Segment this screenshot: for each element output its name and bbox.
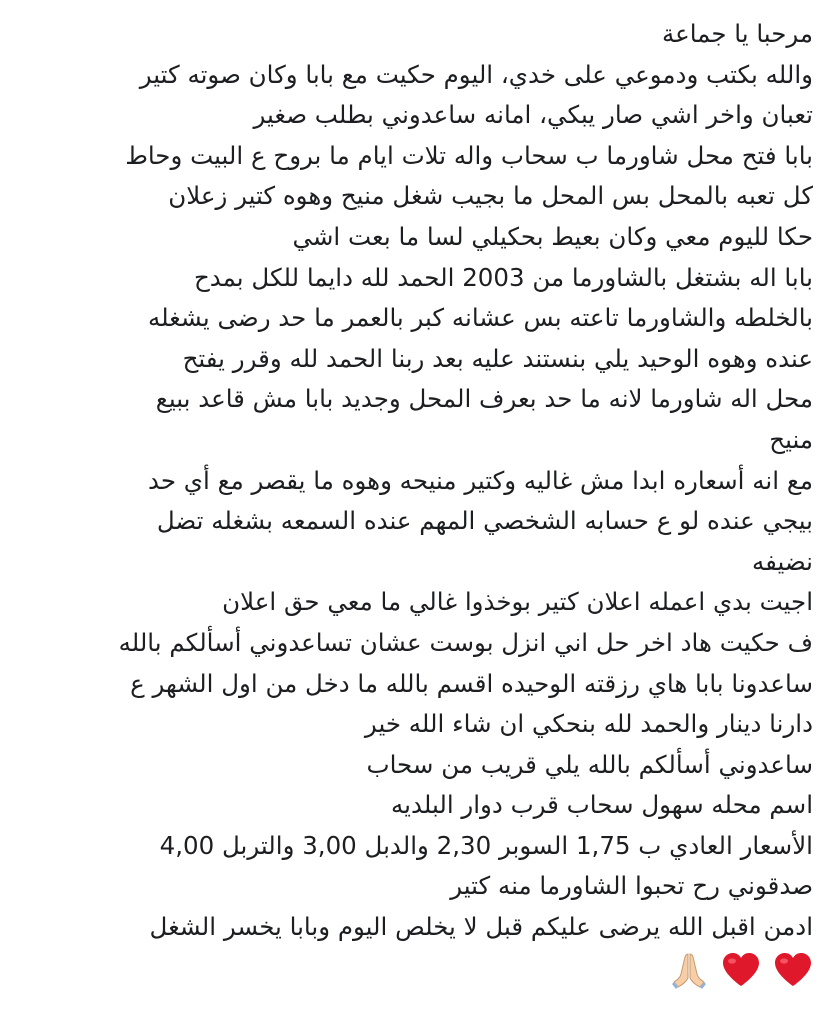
text-line-2: والله بكتب ودموعي على خدي، اليوم حكيت مع بابا وكان صوته كتير	[139, 59, 813, 89]
text-line-21: الأسعار العادي ب 1,75 السوبر 2,30 والدبل 3,00 والتربل 4,00	[159, 830, 813, 860]
text-line-15: اجيت بدي اعمله اعلان كتير بوخذوا غالي ما معي حق اعلان	[222, 587, 813, 617]
text-line-7: بابا اله بشتغل بالشاورما من 2003 الحمد لله دايما للكل بمدح	[193, 262, 813, 292]
text-line-3: تعبان واخر اشي صار يبكي، امانه ساعدوني بطلب صغير	[253, 100, 813, 130]
text-line-11: منيح	[769, 424, 813, 454]
red-heart-icon	[721, 952, 761, 1002]
praying-hands-icon	[669, 950, 709, 1004]
text-line-12: مع انه أسعاره ابدا مش غاليه وكتير منيحه وهوه ما يقصر مع أي حد	[148, 465, 813, 495]
text-line-10: محل اله شاورما لانه ما حد بعرف المحل وجديد بابا مش قاعد ببيع	[155, 384, 813, 414]
text-line-17: ساعدونا بابا هاي رزقته الوحيده اقسم بالله ما دخل من اول الشهر ع	[130, 668, 813, 698]
text-line-23: ادمن اقبل الله يرضى عليكم قبل لا يخلص اليوم وبابا يخسر الشغل	[149, 912, 813, 942]
text-line-1: مرحبا يا جماعة	[661, 19, 813, 48]
text-line-5: كل تعبه بالمحل بس المحل ما بجيب شغل منيح وهوه كتير زعلان	[168, 181, 813, 211]
text-line-4: بابا فتح محل شاورما ب سحاب واله تلات ايام ما بروح ع البيت وحاط	[125, 140, 813, 170]
text-line-14: نضيفه	[752, 546, 813, 576]
emoji-row	[26, 950, 813, 994]
text-line-8: بالخلطه والشاورما تاعته بس عشانه كبر بالعمر ما حد رضى يشغله	[147, 303, 813, 333]
red-heart-icon	[773, 952, 813, 1002]
text-line-13: بيجي عنده لو ع حسابه الشخصي المهم عنده السمعه بشغله تضل	[156, 506, 813, 536]
text-line-6: حكا لليوم معي وكان بعيط بحكيلي لسا ما بعت اشي	[292, 221, 813, 251]
text-line-20: اسم محله سهول سحاب قرب دوار البلديه	[391, 790, 813, 820]
text-line-9: عنده وهوه الوحيد يلي بنستند عليه بعد ربنا الحمد لله وقرر يفتح	[182, 343, 813, 373]
text-line-19: ساعدوني أسألكم بالله يلي قريب من سحاب	[366, 749, 813, 779]
text-line-22: صدقوني رح تحبوا الشاورما منه كتير	[450, 871, 813, 901]
text-line-16: ف حكيت هاد اخر حل اني انزل بوست عشان تساعدوني أسألكم بالله	[118, 627, 813, 657]
text-line-18: دارنا دينار والحمد لله بنحكي ان شاء الله خير	[364, 709, 813, 739]
